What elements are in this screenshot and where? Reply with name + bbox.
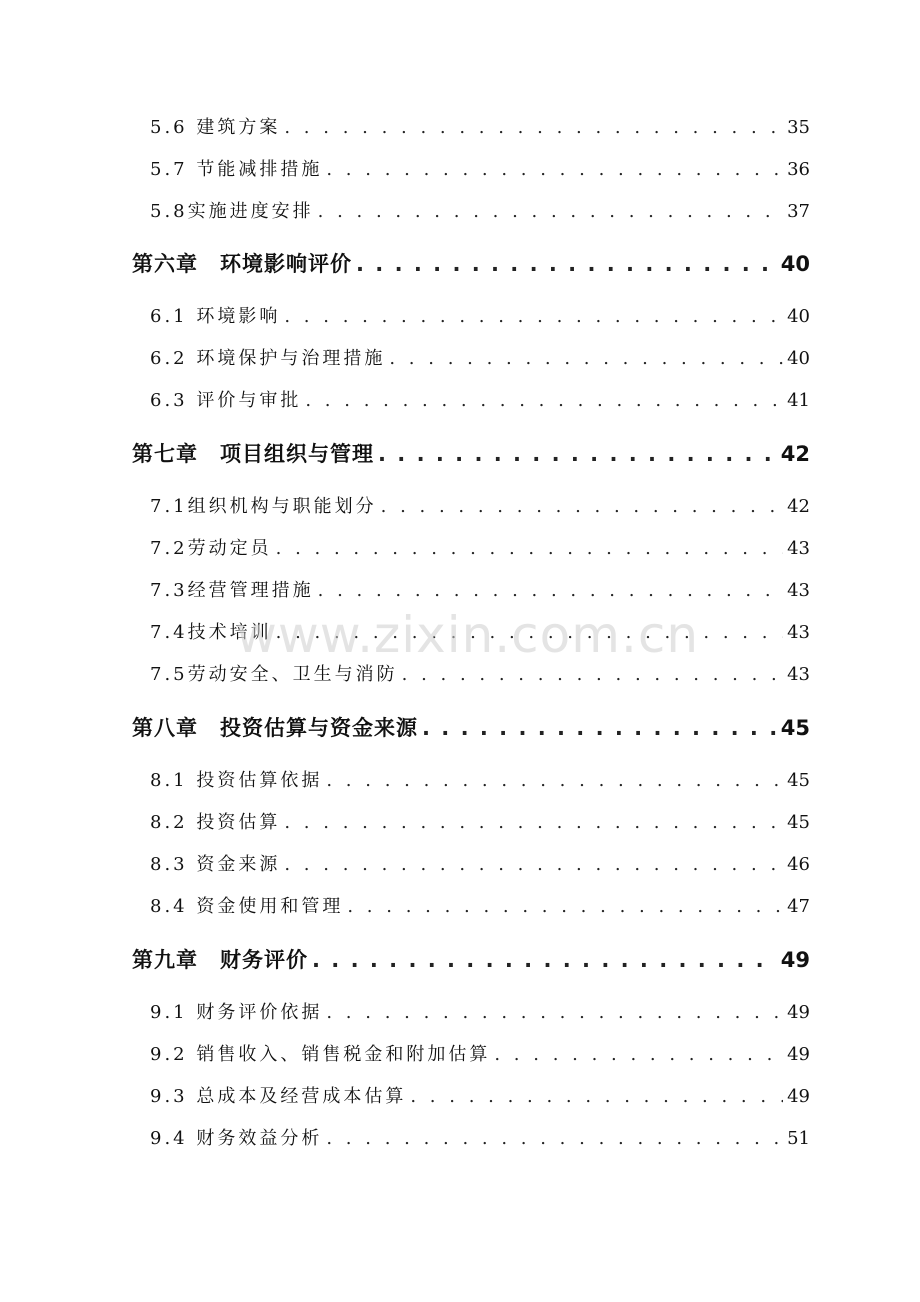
- dot-leader: [389, 348, 783, 369]
- toc-entry-page: 43: [787, 538, 810, 559]
- toc-entry-7-1[interactable]: [150, 492, 810, 518]
- toc-chapter-8[interactable]: [132, 712, 810, 742]
- toc-entry-label: 5.8实施进度安排: [150, 201, 314, 222]
- watermark: www.zixin.com.cn: [236, 606, 700, 664]
- dot-leader: [276, 538, 783, 559]
- toc-entry-page: 40: [787, 306, 810, 327]
- toc-entry-label: 5.7 节能减排措施: [150, 159, 323, 180]
- dot-leader: [326, 1002, 783, 1023]
- toc-entry-page: 41: [787, 390, 810, 411]
- toc-chapter-label: 第七章 项目组织与管理: [132, 442, 374, 466]
- toc-entry-page: 42: [787, 496, 810, 517]
- toc-chapter-label: 第九章 财务评价: [132, 948, 308, 972]
- toc-entry-8-3[interactable]: [150, 850, 810, 876]
- toc-entry-label: 7.5劳动安全、卫生与消防: [150, 664, 398, 685]
- toc-entry-9-1[interactable]: [150, 998, 810, 1024]
- toc-entry-page: 45: [787, 770, 810, 791]
- dot-leader: [284, 812, 783, 833]
- toc-entry-page: 43: [787, 664, 810, 685]
- dot-leader: [284, 854, 783, 875]
- toc-entry-label: 9.2 销售收入、销售税金和附加估算: [150, 1044, 491, 1065]
- dot-leader: [422, 716, 777, 740]
- dot-leader: [312, 948, 777, 972]
- toc-entry-label: 8.4 资金使用和管理: [150, 896, 344, 917]
- dot-leader: [494, 1044, 783, 1065]
- dot-leader: [318, 201, 783, 222]
- toc-entry-label: 7.4技术培训: [150, 622, 272, 643]
- toc-entry-label: 8.2 投资估算: [150, 812, 281, 833]
- toc-entry-page: 46: [787, 854, 810, 875]
- toc-entry-page: 45: [787, 812, 810, 833]
- toc-entry-label: 8.1 投资估算依据: [150, 770, 323, 791]
- toc-entry-9-4[interactable]: [150, 1124, 810, 1150]
- toc-entry-page: 47: [787, 896, 810, 917]
- toc-chapter-page: 40: [780, 252, 810, 276]
- toc-entry-label: 9.3 总成本及经营成本估算: [150, 1086, 407, 1107]
- toc-entry-8-2[interactable]: [150, 808, 810, 834]
- toc-entry-label: 8.3 资金来源: [150, 854, 281, 875]
- dot-leader: [378, 442, 777, 466]
- dot-leader: [410, 1086, 783, 1107]
- toc-entry-label: 5.6 建筑方案: [150, 117, 281, 138]
- toc-entry-8-4[interactable]: [150, 892, 810, 918]
- toc-entry-page: 49: [787, 1002, 810, 1023]
- toc-entry-label: 9.4 财务效益分析: [150, 1128, 323, 1149]
- toc-entry-6-3[interactable]: [150, 386, 810, 412]
- toc-entry-label: 9.1 财务评价依据: [150, 1002, 323, 1023]
- dot-leader: [326, 1128, 783, 1149]
- toc-entry-5-7[interactable]: [150, 155, 810, 181]
- toc-entry-label: 6.3 评价与审批: [150, 390, 302, 411]
- toc-entry-label: 6.1 环境影响: [150, 306, 281, 327]
- toc-entry-page: 49: [787, 1044, 810, 1065]
- dot-leader: [284, 306, 783, 327]
- toc-entry-6-2[interactable]: [150, 344, 810, 370]
- dot-leader: [284, 117, 783, 138]
- toc-entry-label: 6.2 环境保护与治理措施: [150, 348, 386, 369]
- toc-entry-5-6[interactable]: [150, 113, 810, 139]
- toc-chapter-label: 第八章 投资估算与资金来源: [132, 716, 418, 740]
- toc-entry-6-1[interactable]: [150, 302, 810, 328]
- toc-chapter-page: 45: [780, 716, 810, 740]
- toc-chapter-page: 42: [780, 442, 810, 466]
- dot-leader: [326, 159, 783, 180]
- dot-leader: [356, 252, 777, 276]
- toc-entry-7-2[interactable]: [150, 534, 810, 560]
- toc-entry-5-8[interactable]: [150, 197, 810, 223]
- toc-chapter-7[interactable]: [132, 438, 810, 468]
- toc-entry-page: 49: [787, 1086, 810, 1107]
- toc-chapter-page: 49: [780, 948, 810, 972]
- toc-entry-page: 51: [787, 1128, 810, 1149]
- toc-chapter-6[interactable]: [132, 248, 810, 278]
- toc-entry-label: 7.3经营管理措施: [150, 580, 314, 601]
- toc-chapter-9[interactable]: [132, 944, 810, 974]
- toc-entry-9-2[interactable]: [150, 1040, 810, 1066]
- toc-entry-7-3[interactable]: [150, 576, 810, 602]
- toc-chapter-label: 第六章 环境影响评价: [132, 252, 352, 276]
- toc-entry-page: 36: [787, 159, 810, 180]
- toc-entry-page: 35: [787, 117, 810, 138]
- toc-entry-page: 43: [787, 580, 810, 601]
- toc-entry-label: 7.1组织机构与职能划分: [150, 496, 377, 517]
- toc-entry-9-3[interactable]: [150, 1082, 810, 1108]
- dot-leader: [402, 664, 783, 685]
- dot-leader: [318, 580, 783, 601]
- dot-leader: [347, 896, 783, 917]
- toc-entry-page: 43: [787, 622, 810, 643]
- dot-leader: [305, 390, 783, 411]
- toc-entry-page: 40: [787, 348, 810, 369]
- dot-leader: [326, 770, 783, 791]
- toc-entry-label: 7.2劳动定员: [150, 538, 272, 559]
- toc-entry-page: 37: [787, 201, 810, 222]
- dot-leader: [381, 496, 783, 517]
- toc-entry-8-1[interactable]: [150, 766, 810, 792]
